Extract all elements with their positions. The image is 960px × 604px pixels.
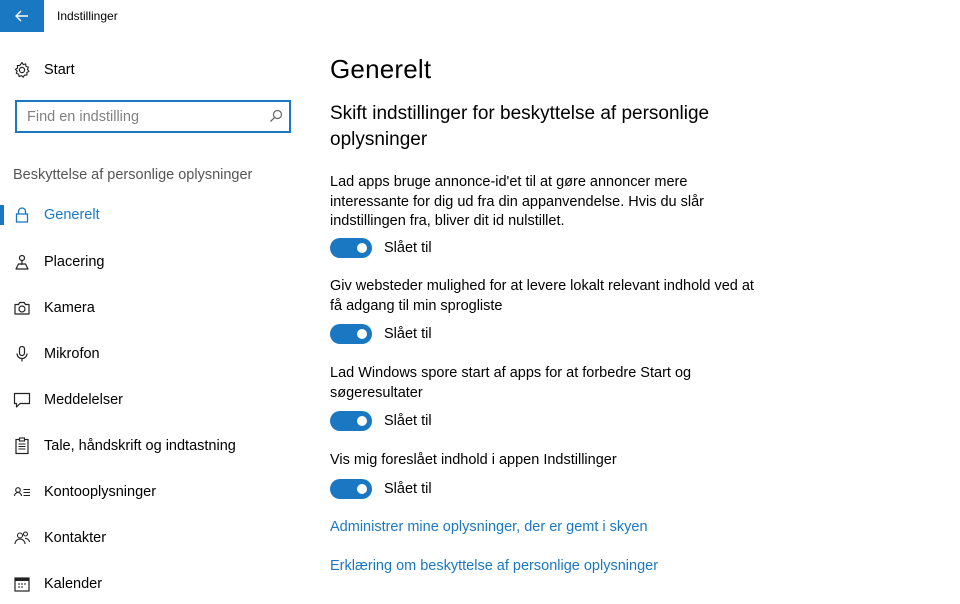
active-indicator [0,205,4,225]
setting-description: Vis mig foreslået indhold i appen Indstillinger [330,452,617,468]
toggle-knob [357,243,367,253]
setting-description: Lad apps bruge annonce-id'et til at gøre annoncer mere interessante for dig ud fra din appanvendelse. Hvis du slår indstillingen fra, bliver dit id nulstillet. [330,174,704,229]
toggle-state-label: Slået til [384,481,432,497]
toggle-switch-app-tracking[interactable] [330,411,372,431]
section-heading: Beskyttelse af personlige oplysninger [13,167,253,183]
toggle-state-label: Slået til [384,240,432,256]
sidebar [0,32,308,604]
sidebar-item-mikrofon[interactable] [0,334,308,374]
toggle-state-label: Slået til [384,326,432,342]
toggle-knob [357,329,367,339]
lock-icon [13,206,31,224]
search-input[interactable] [17,102,257,131]
message-icon [13,391,31,409]
location-icon [13,253,31,271]
setting-toggle-row [330,323,432,345]
sidebar-item-label: Kontooplysninger [44,484,157,500]
setting-description: Giv websteder mulighed for at levere lokalt relevant indhold ved at få adgang til min sprogliste [330,278,754,314]
gear-icon [13,61,31,79]
link-manage-cloud-info[interactable]: Administrer mine oplysninger, der er gemt i skyen [330,519,648,535]
search-icon[interactable] [269,109,283,123]
sidebar-item-kontakter[interactable] [0,518,308,558]
sidebar-item-kontooplysninger[interactable] [0,472,308,512]
sidebar-item-label: Meddelelser [44,392,123,408]
account-info-icon [13,483,31,501]
window-title: Indstillinger [57,9,118,23]
camera-icon [13,299,31,317]
sidebar-item-kamera[interactable] [0,288,308,328]
setting-toggle-row [330,237,432,259]
sidebar-item-label: Kalender [44,576,103,592]
page-title: Generelt [330,54,432,84]
calendar-icon [13,575,31,593]
sidebar-item-placering[interactable] [0,242,308,282]
sidebar-item-meddelelser[interactable] [0,380,308,420]
title-bar [0,0,960,32]
sidebar-item-label: Mikrofon [44,346,100,362]
setting-description: Lad Windows spore start af apps for at forbedre Start og søgeresultater [330,365,692,401]
sidebar-item-label: Kontakter [44,530,107,546]
sidebar-item-label: Kamera [44,300,95,316]
search-box[interactable] [15,100,291,133]
toggle-switch-advertising-id[interactable] [330,238,372,258]
sidebar-item-start[interactable] [0,50,308,90]
contacts-icon [13,529,31,547]
toggle-switch-language-list[interactable] [330,324,372,344]
sidebar-item-label: Start [44,62,75,78]
clipboard-icon [13,437,31,455]
sidebar-item-kalender[interactable] [0,564,308,604]
back-arrow-icon [15,10,29,22]
setting-toggle-row [330,478,432,500]
setting-toggle-row [330,410,432,432]
back-button[interactable] [0,0,44,32]
microphone-icon [13,345,31,363]
section-subheading: Skift indstillinger for beskyttelse af personlige oplysninger [330,103,710,150]
sidebar-item-label: Placering [44,254,105,270]
sidebar-item-generelt[interactable] [0,195,308,235]
sidebar-item-label: Tale, håndskrift og indtastning [44,438,236,454]
sidebar-item-tale[interactable] [0,426,308,466]
toggle-knob [357,416,367,426]
toggle-switch-suggested-content[interactable] [330,479,372,499]
link-privacy-statement[interactable]: Erklæring om beskyttelse af personlige oplysninger [330,558,659,574]
toggle-knob [357,484,367,494]
sidebar-item-label: Generelt [44,207,100,223]
toggle-state-label: Slået til [384,413,432,429]
